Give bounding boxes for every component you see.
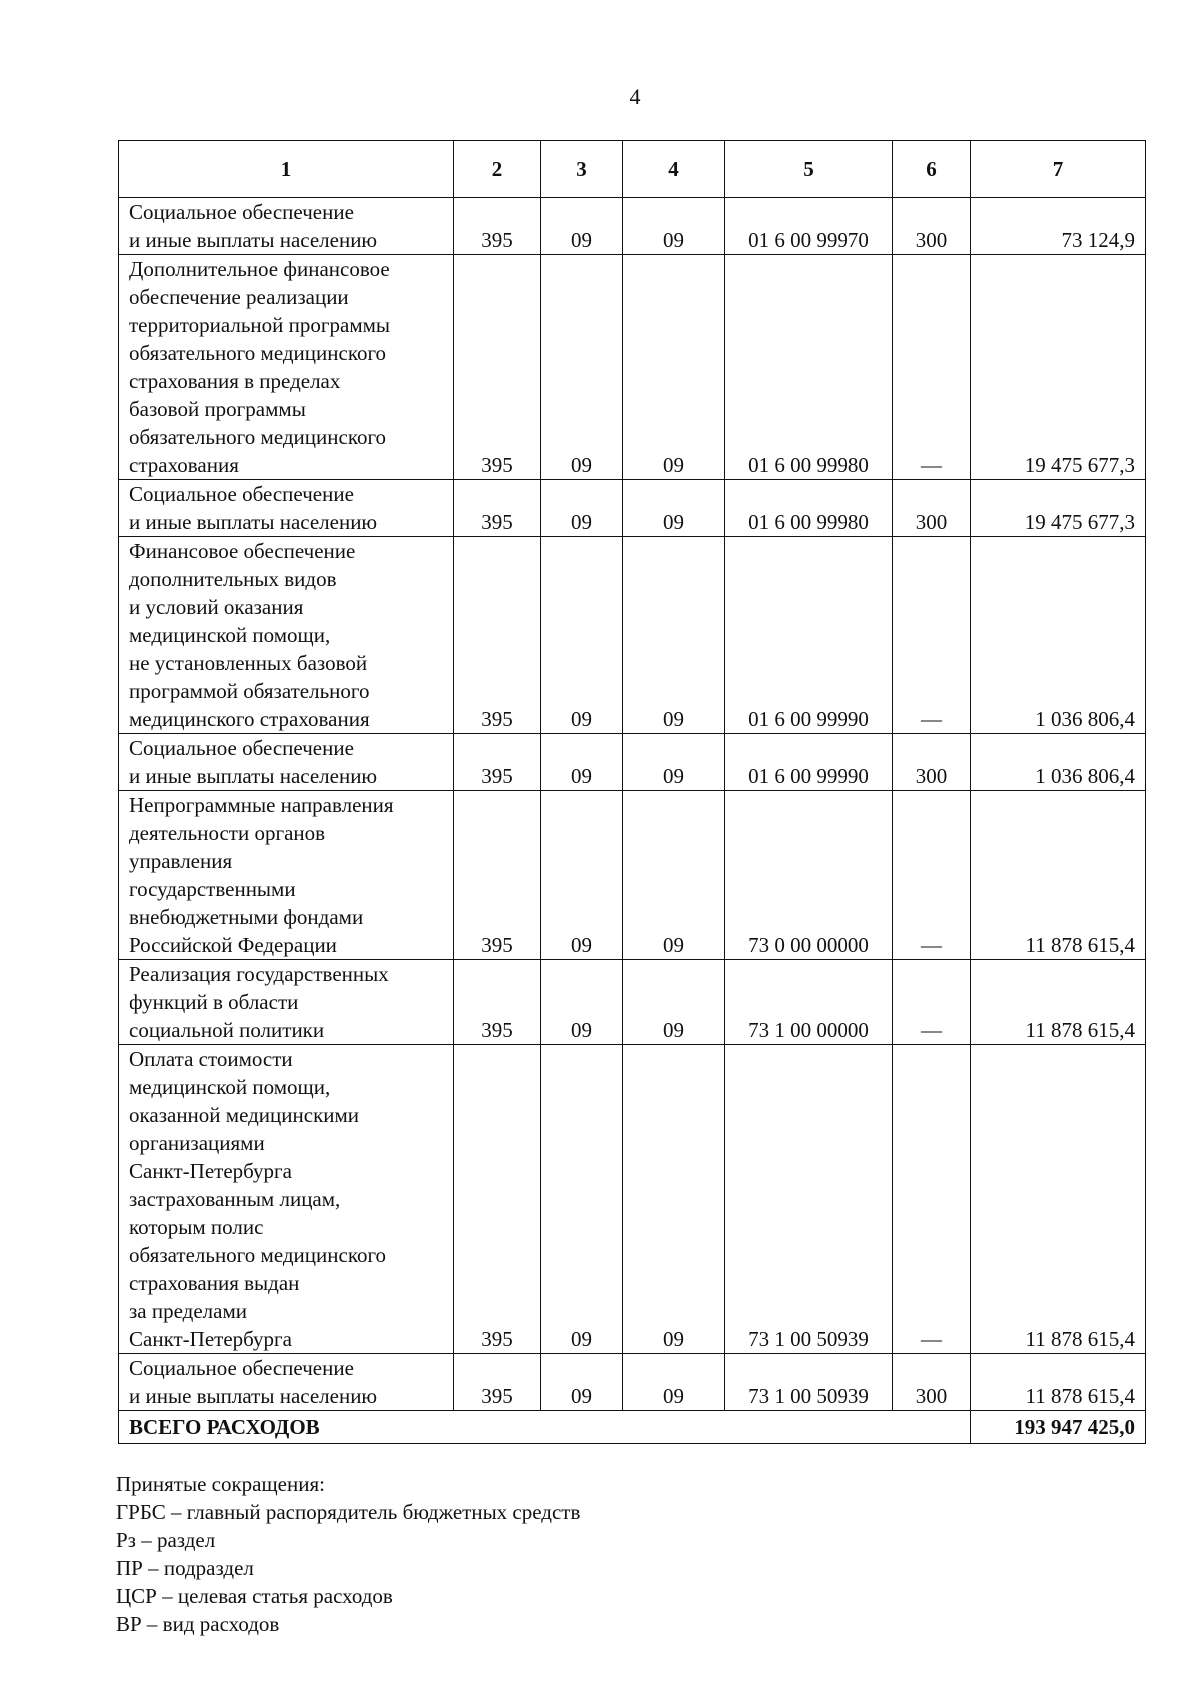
rz-cell: 09 (541, 791, 623, 960)
pr-cell: 09 (623, 1045, 725, 1354)
grbs-cell: 395 (454, 1354, 541, 1411)
grbs-cell: 395 (454, 960, 541, 1045)
row-name-cell: Социальное обеспечение и иные выплаты населению (119, 480, 454, 537)
pr-cell: 09 (623, 791, 725, 960)
table-row (119, 1354, 1146, 1411)
abbreviations-title: Принятые сокращения: (116, 1472, 325, 1496)
csr-cell: 73 0 00 00000 (725, 791, 893, 960)
column-header: 4 (623, 141, 725, 198)
table-row (119, 791, 1146, 960)
expenditure-table (118, 140, 1146, 1444)
page-number: 4 (629, 84, 641, 109)
rz-cell: 09 (541, 255, 623, 480)
total-row (119, 1411, 1146, 1444)
abbreviation-item: Рз – раздел (116, 1528, 216, 1552)
row-name-cell: Непрограммные направления деятельности органов управления государственными внебюджетными фондами Российской Федерации (119, 791, 454, 960)
abbreviation-item: ПР – подраздел (116, 1556, 254, 1580)
sum-cell: 11 878 615,4 (971, 1354, 1146, 1411)
table-row (119, 255, 1146, 480)
row-name-cell: Финансовое обеспечение дополнительных видов и условий оказания медицинской помощи, не установленных базовой программой обязательного медицинского страхования (119, 537, 454, 734)
grbs-cell: 395 (454, 480, 541, 537)
header-row (119, 141, 1146, 198)
csr-cell: 73 1 00 50939 (725, 1045, 893, 1354)
pr-cell: 09 (623, 734, 725, 791)
abbreviation-item: ВР – вид расходов (116, 1612, 280, 1636)
rz-cell: 09 (541, 1354, 623, 1411)
grbs-cell: 395 (454, 734, 541, 791)
sum-cell: 11 878 615,4 (971, 960, 1146, 1045)
table-row (119, 960, 1146, 1045)
table-row (119, 1045, 1146, 1354)
vr-cell: 300 (893, 1354, 971, 1411)
row-name-cell: Социальное обеспечение и иные выплаты населению (119, 1354, 454, 1411)
csr-cell: 01 6 00 99970 (725, 198, 893, 255)
rz-cell: 09 (541, 198, 623, 255)
column-header: 7 (971, 141, 1146, 198)
vr-cell: — (893, 537, 971, 734)
total-label: ВСЕГО РАСХОДОВ (119, 1411, 971, 1444)
csr-cell: 01 6 00 99990 (725, 537, 893, 734)
pr-cell: 09 (623, 1354, 725, 1411)
vr-cell: — (893, 255, 971, 480)
row-name-cell: Социальное обеспечение и иные выплаты населению (119, 198, 454, 255)
row-name-cell: Социальное обеспечение и иные выплаты населению (119, 734, 454, 791)
pr-cell: 09 (623, 537, 725, 734)
pr-cell: 09 (623, 255, 725, 480)
column-header: 2 (454, 141, 541, 198)
csr-cell: 01 6 00 99990 (725, 734, 893, 791)
table-row (119, 734, 1146, 791)
sum-cell: 1 036 806,4 (971, 734, 1146, 791)
grbs-cell: 395 (454, 255, 541, 480)
row-name-cell: Оплата стоимости медицинской помощи, оказанной медицинскими организациями Санкт-Петербурга застрахованным лицам, которым полис обязательного медицинского страхования выдан за пределами Санкт-Петербурга (119, 1045, 454, 1354)
sum-cell: 11 878 615,4 (971, 791, 1146, 960)
abbreviations-block (116, 1470, 580, 1638)
table-body (119, 198, 1146, 1444)
rz-cell: 09 (541, 480, 623, 537)
grbs-cell: 395 (454, 1045, 541, 1354)
abbreviation-item: ГРБС – главный распорядитель бюджетных средств (116, 1500, 581, 1524)
column-header: 5 (725, 141, 893, 198)
vr-cell: 300 (893, 198, 971, 255)
column-header: 1 (119, 141, 454, 198)
row-name-cell: Реализация государственных функций в области социальной политики (119, 960, 454, 1045)
grbs-cell: 395 (454, 198, 541, 255)
rz-cell: 09 (541, 734, 623, 791)
csr-cell: 01 6 00 99980 (725, 480, 893, 537)
vr-cell: — (893, 960, 971, 1045)
abbreviation-item: ЦСР – целевая статья расходов (116, 1584, 393, 1608)
column-header: 6 (893, 141, 971, 198)
pr-cell: 09 (623, 960, 725, 1045)
sum-cell: 1 036 806,4 (971, 537, 1146, 734)
rz-cell: 09 (541, 537, 623, 734)
total-value: 193 947 425,0 (971, 1411, 1146, 1444)
table-row (119, 198, 1146, 255)
pr-cell: 09 (623, 198, 725, 255)
vr-cell: 300 (893, 734, 971, 791)
sum-cell: 19 475 677,3 (971, 255, 1146, 480)
vr-cell: — (893, 791, 971, 960)
csr-cell: 73 1 00 00000 (725, 960, 893, 1045)
column-header: 3 (541, 141, 623, 198)
vr-cell: 300 (893, 480, 971, 537)
rz-cell: 09 (541, 1045, 623, 1354)
vr-cell: — (893, 1045, 971, 1354)
csr-cell: 73 1 00 50939 (725, 1354, 893, 1411)
sum-cell: 73 124,9 (971, 198, 1146, 255)
csr-cell: 01 6 00 99980 (725, 255, 893, 480)
rz-cell: 09 (541, 960, 623, 1045)
table-row (119, 480, 1146, 537)
grbs-cell: 395 (454, 791, 541, 960)
sum-cell: 11 878 615,4 (971, 1045, 1146, 1354)
sum-cell: 19 475 677,3 (971, 480, 1146, 537)
pr-cell: 09 (623, 480, 725, 537)
grbs-cell: 395 (454, 537, 541, 734)
row-name-cell: Дополнительное финансовое обеспечение реализации территориальной программы обязательного медицинского страхования в пределах базовой программы обязательного медицинского страхования (119, 255, 454, 480)
table-row (119, 537, 1146, 734)
